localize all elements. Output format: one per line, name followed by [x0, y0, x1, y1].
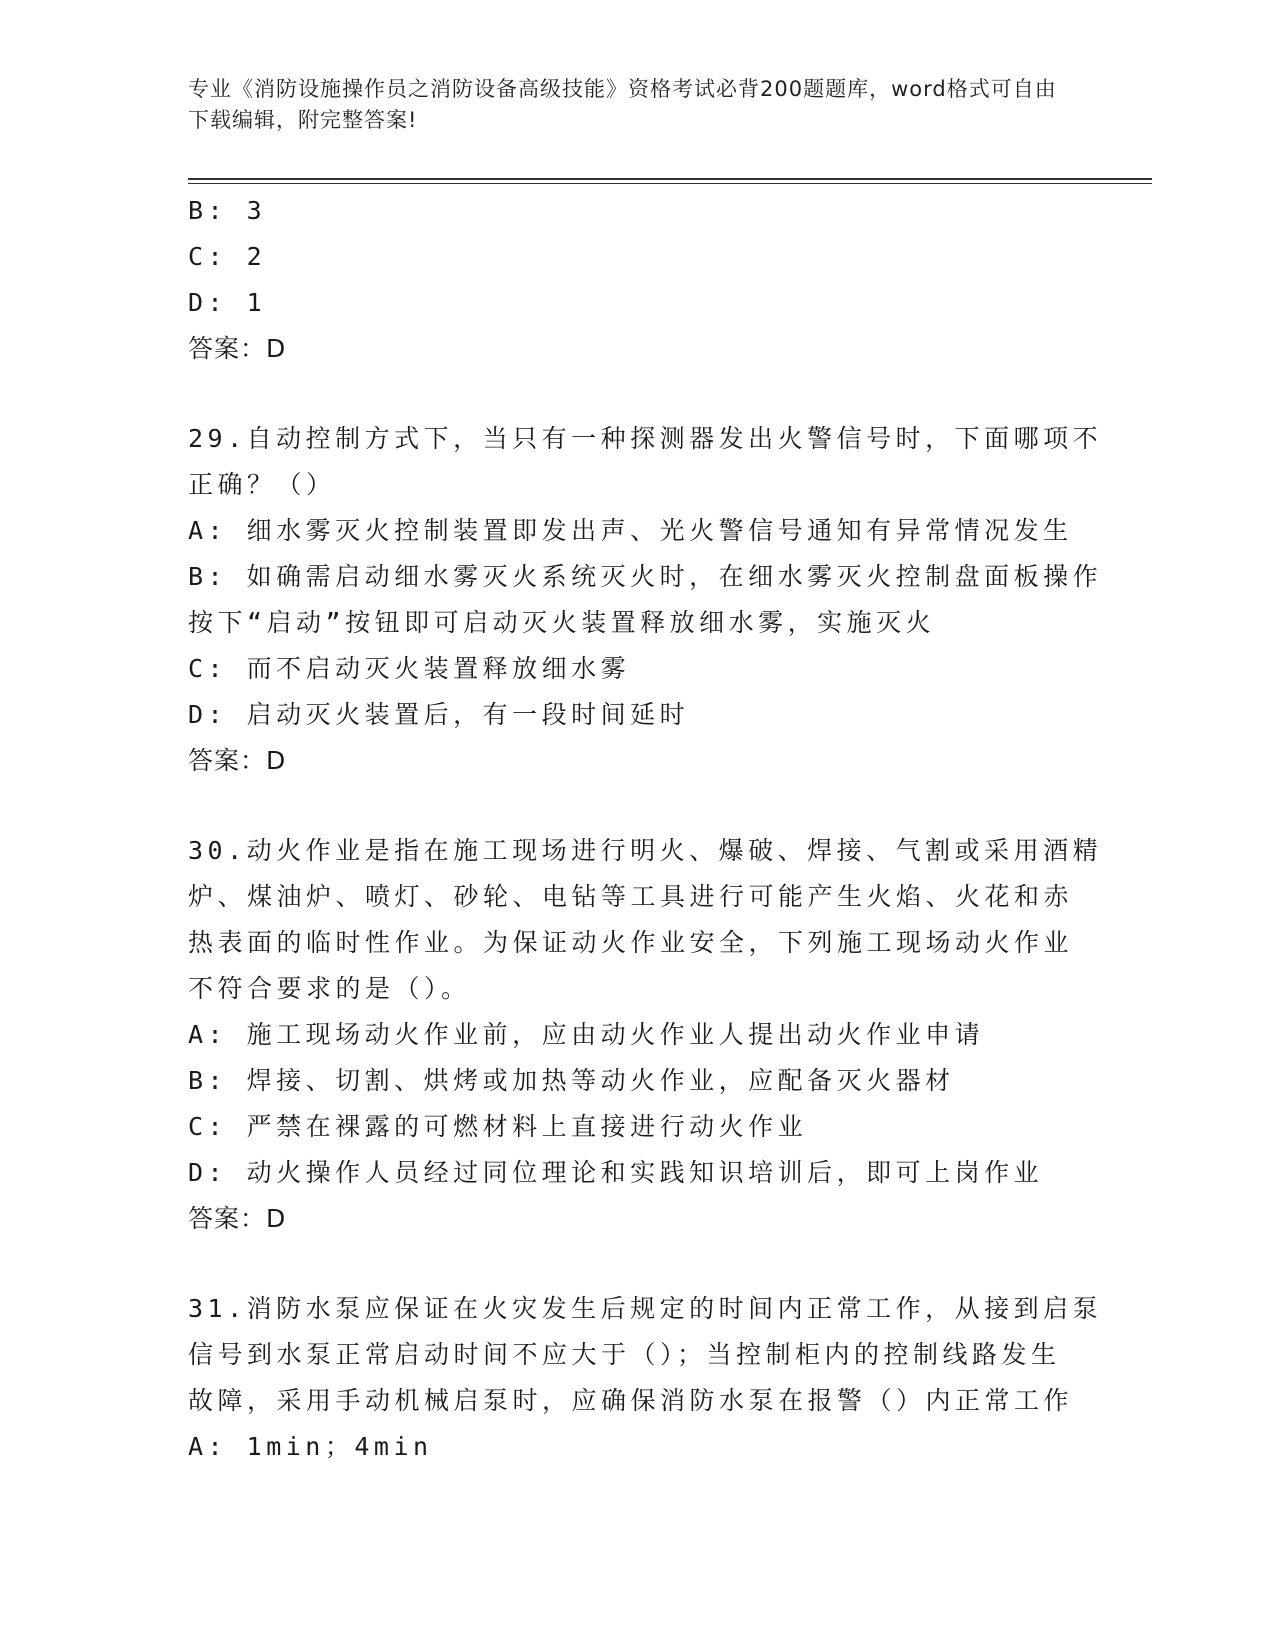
option-c: C: 严禁在裸露的可燃材料上直接进行动火作业 [188, 1112, 808, 1141]
option-d: D: 动火操作人员经过同位理论和实践知识培训后，即可上岗作业 [188, 1158, 1044, 1187]
page-header: 专业《消防设施操作员之消防设备高级技能》资格考试必背200题题库，word格式可自由下载编辑，附完整答案! [188, 77, 1057, 132]
option-c: C: 2 [188, 242, 267, 271]
question-30 [188, 828, 1103, 1242]
answer: 答案：D [188, 1204, 287, 1233]
question-stem: 热表面的临时性作业。为保证动火作业安全，下列施工现场动火作业 [188, 928, 1074, 957]
option-b-continued: 按下“启动”按钮即可启动灭火装置释放细水雾，实施灭火 [188, 608, 936, 637]
answer: 答案：D [188, 746, 287, 775]
option-c: C: 而不启动灭火装置释放细水雾 [188, 654, 631, 683]
option-a: A: 1min；4min [188, 1432, 433, 1461]
question-stem: 正确？（） [188, 470, 336, 499]
question-28 [188, 188, 1088, 372]
question-stem: 信号到水泵正常启动时间不应大于（）；当控制柜内的控制线路发生 [188, 1340, 1061, 1369]
option-a: A: 细水雾灭火控制装置即发出声、光火警信号通知有异常情况发生 [188, 516, 1073, 545]
question-stem: 31.消防水泵应保证在火灾发生后规定的时间内正常工作，从接到启泵 [188, 1294, 1103, 1323]
header-rule-thin [188, 183, 1152, 184]
question-29 [188, 416, 1103, 784]
option-b: B: 如确需启动细水雾灭火系统灭火时，在细水雾灭火控制盘面板操作 [188, 562, 1103, 591]
answer: 答案：D [188, 334, 287, 363]
question-stem: 炉、煤油炉、喷灯、砂轮、电钻等工具进行可能产生火焰、火花和赤 [188, 882, 1074, 911]
question-stem: 不符合要求的是（）。 [188, 974, 471, 1003]
question-31 [188, 1286, 1103, 1470]
header-rule-thick [188, 178, 1152, 180]
question-content [188, 188, 1103, 1470]
question-stem: 30.动火作业是指在施工现场进行明火、爆破、焊接、气割或采用酒精 [188, 836, 1103, 865]
option-a: A: 施工现场动火作业前，应由动火作业人提出动火作业申请 [188, 1020, 985, 1049]
option-b: B: 焊接、切割、烘烤或加热等动火作业，应配备灭火器材 [188, 1066, 955, 1095]
option-d: D: 启动灭火装置后，有一段时间延时 [188, 700, 690, 729]
option-d: D: 1 [188, 288, 267, 317]
question-stem: 29.自动控制方式下，当只有一种探测器发出火警信号时，下面哪项不 [188, 424, 1103, 453]
question-stem: 故障，采用手动机械启泵时，应确保消防水泵在报警（）内正常工作 [188, 1386, 1074, 1415]
option-b: B: 3 [188, 196, 267, 225]
